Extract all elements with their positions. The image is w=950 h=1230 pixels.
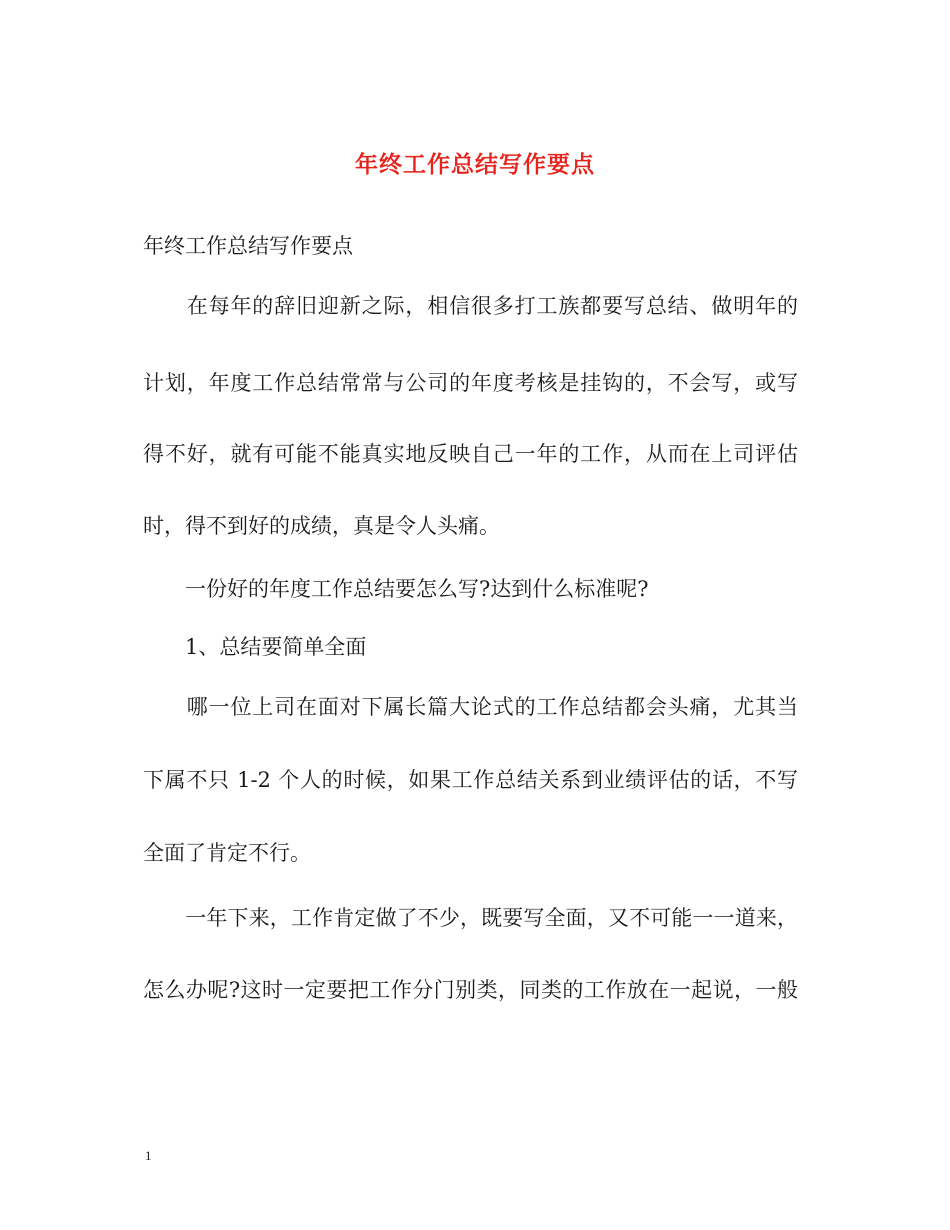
paragraph-line: 全面了肯定不行。 [143,841,311,865]
paragraph-line: 哪一位上司在面对下属长篇大论式的工作总结都会头痛，尤其当 [143,695,798,719]
document-title: 年终工作总结写作要点 [355,151,595,178]
section-heading: 1、总结要简单全面 [143,635,367,659]
paragraph-line: 得不好，就有可能不能真实地反映自己一年的工作，从而在上司评估 [143,442,798,466]
paragraph-line: 怎么办呢?这时一定要把工作分门别类，同类的工作放在一起说，一般 [143,978,798,1002]
page-number: 1 [145,1148,152,1163]
paragraph-line: 一份好的年度工作总结要怎么写?达到什么标准呢? [143,577,649,601]
paragraph-line: 下属不只 1-2 个人的时候，如果工作总结关系到业绩评估的话，不写 [143,768,798,792]
paragraph-line: 计划，年度工作总结常常与公司的年度考核是挂钩的，不会写，或写 [143,371,798,395]
paragraph-line: 一年下来，工作肯定做了不少，既要写全面，又不可能一一道来， [143,906,798,930]
paragraph-line: 时，得不到好的成绩，真是令人头痛。 [143,514,500,538]
subtitle-line: 年终工作总结写作要点 [143,234,353,258]
paragraph-line: 在每年的辞旧迎新之际，相信很多打工族都要写总结、做明年的 [143,294,798,318]
